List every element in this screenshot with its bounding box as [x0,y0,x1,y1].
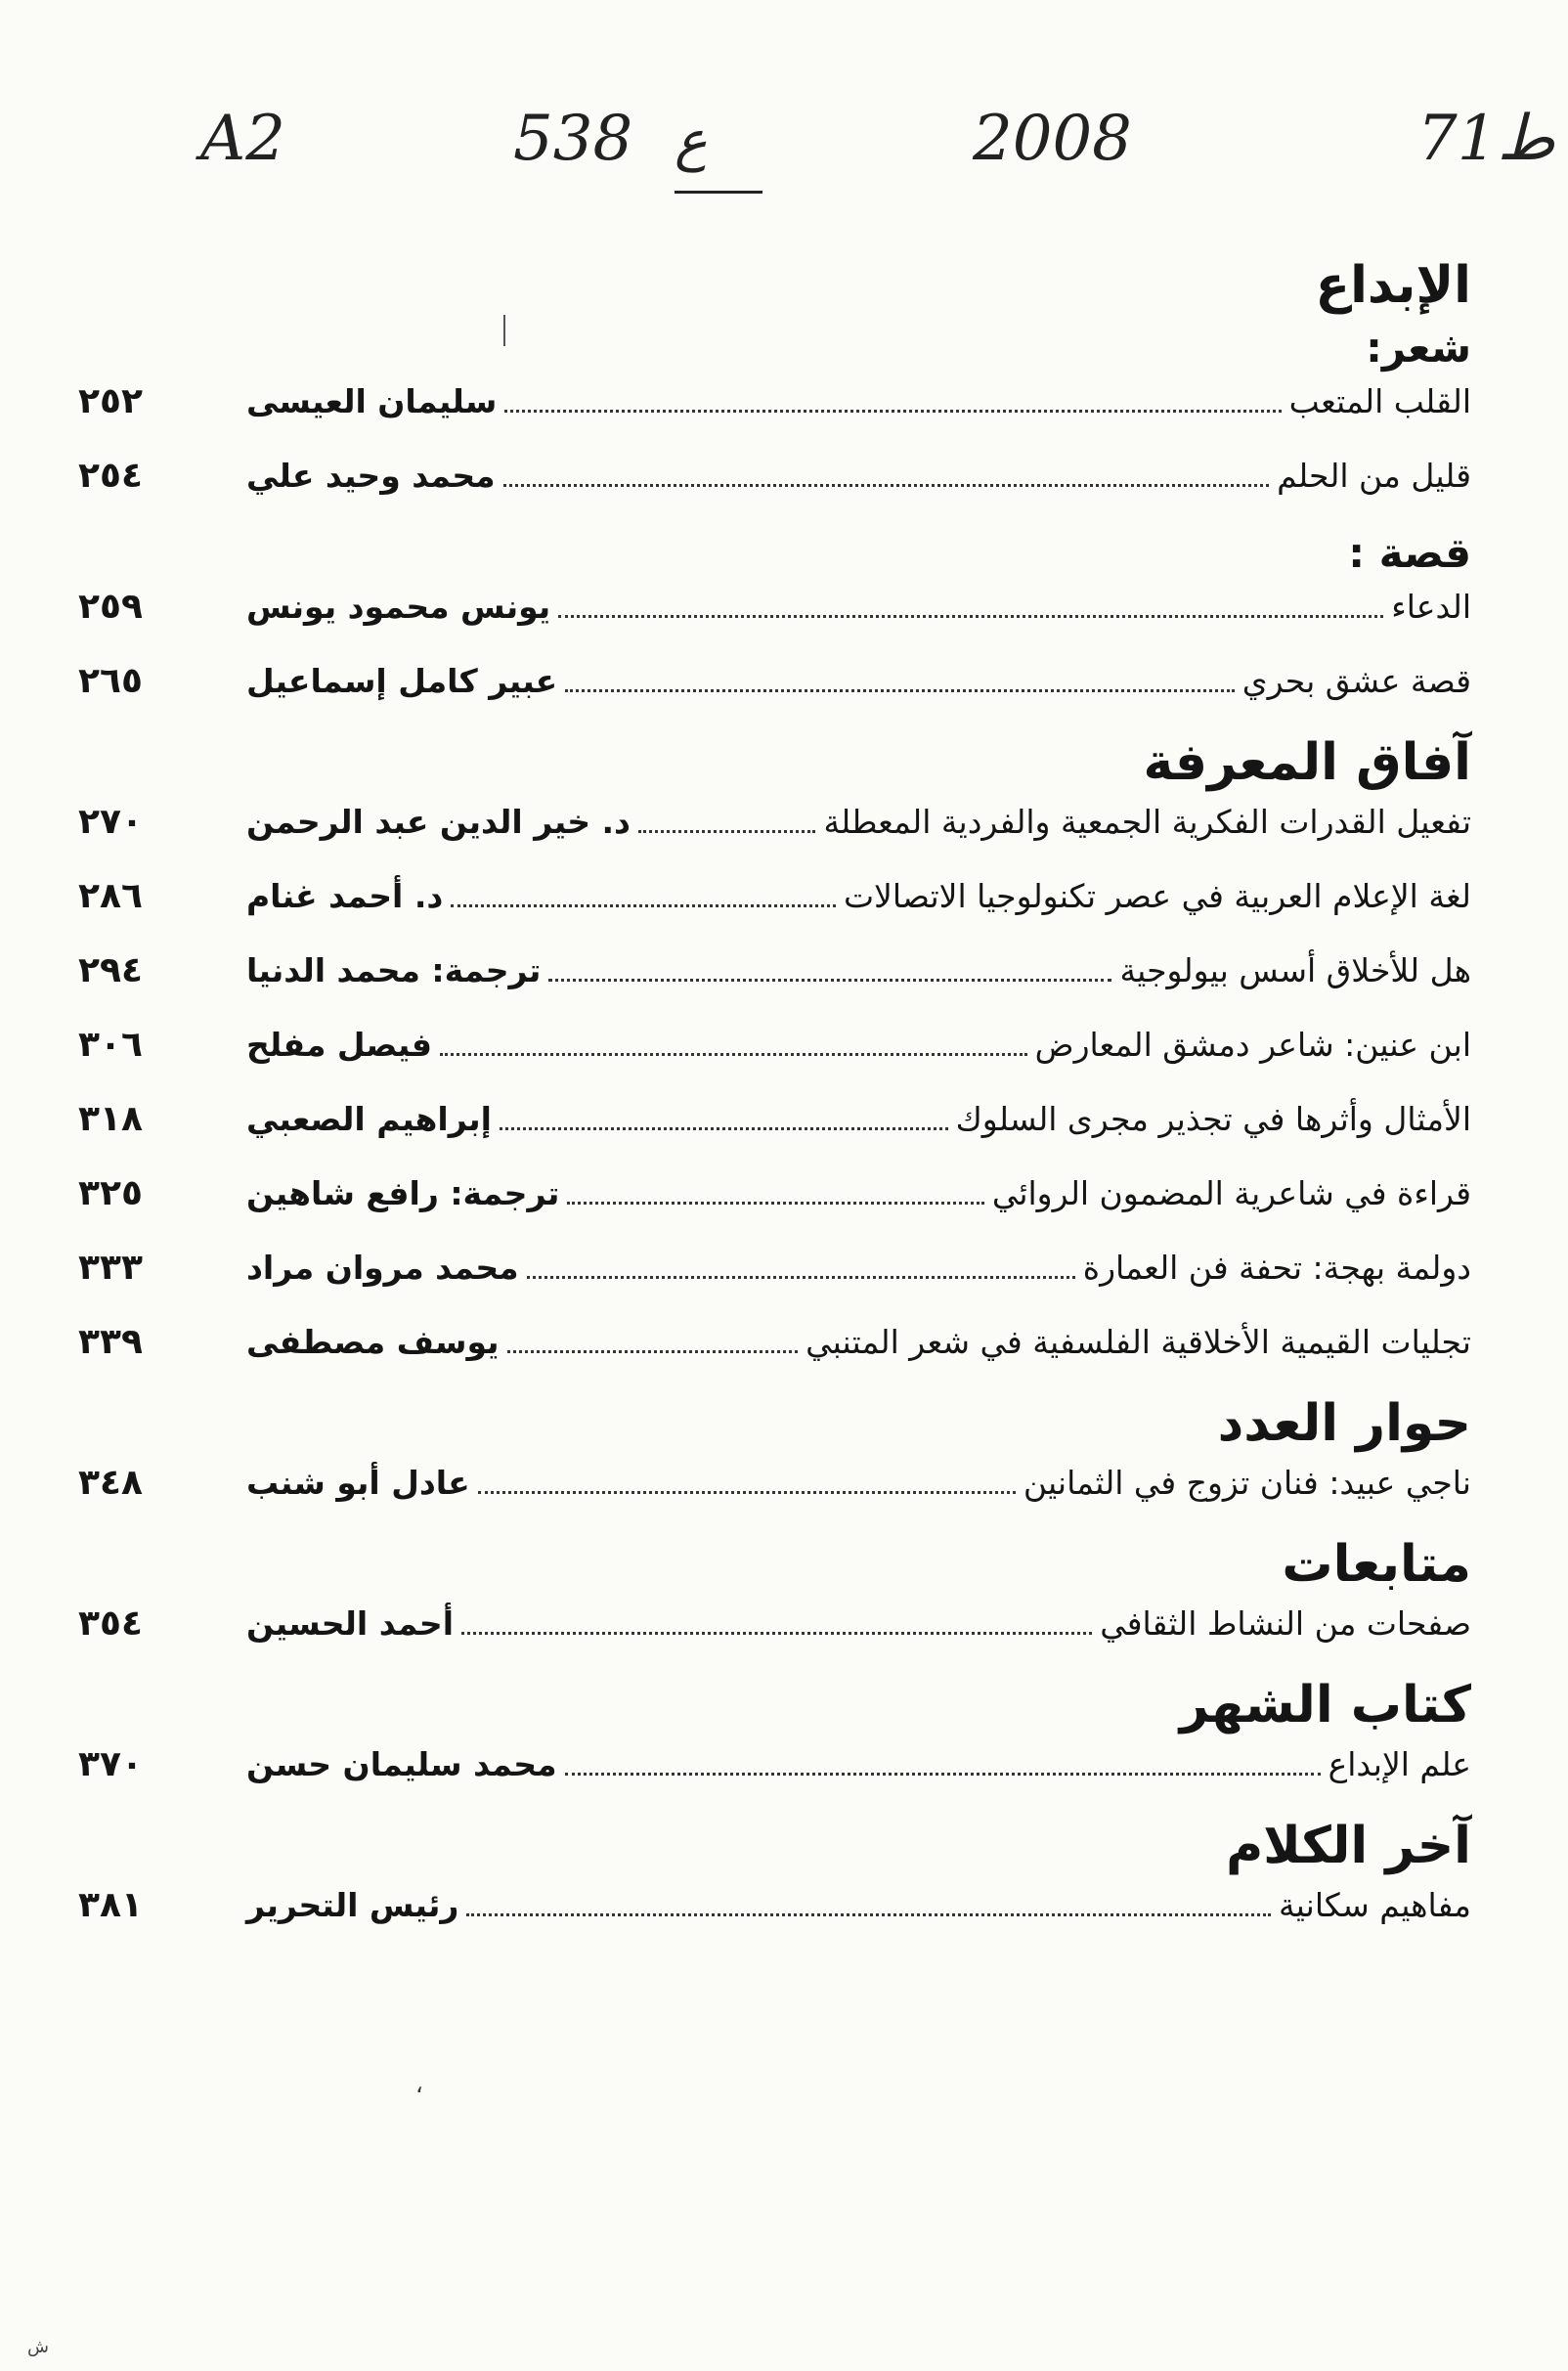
toc-entry [59,1885,1471,1942]
leader-dots [638,818,815,833]
section-heading: الإبداع [1315,256,1471,315]
entry-author: ترجمة: محمد الدنيا [246,951,542,989]
leader-dots [451,893,836,907]
scan-speck-corner: ﺵ [27,2337,49,2357]
entry-title: الأمثال وأثرها في تجذير مجرى السلوك [955,1100,1471,1138]
section-heading: متابعات [1282,1535,1471,1594]
entry-page-number: ٣٢٥ [78,1173,143,1213]
handwritten-underline [675,191,762,194]
section-heading: حوار العدد [1217,1394,1471,1453]
entry-page-number: ٢٥٩ [78,587,143,627]
entry-title: دولمة بهجة: تحفة فن العمارة [1082,1249,1471,1287]
leader-dots [558,603,1383,618]
entry-author: عادل أبو شنب [246,1464,470,1502]
entry-page-number: ٣٣٩ [78,1322,143,1362]
entry-page-number: ٣٥٤ [78,1603,143,1644]
subsection-heading: شعر: [1366,324,1471,372]
toc-entry [59,1744,1471,1801]
entry-title: علم الإبداع [1328,1745,1471,1783]
leader-dots [567,1190,983,1205]
toc-entry [59,587,1471,643]
leader-dots [565,678,1235,692]
handwritten-note-c: ع [675,110,708,173]
leader-dots [478,1479,1016,1494]
entry-page-number: ٣٨١ [78,1885,143,1925]
entry-title: هل للأخلاق أسس بيولوجية [1119,951,1471,989]
entry-author: يوسف مصطفى [246,1323,500,1361]
entry-author: عبير كامل إسماعيل [246,662,558,700]
handwritten-note-e: 7ط1 [1417,103,1555,175]
leader-dots [527,1264,1075,1279]
entry-author: ترجمة: رافع شاهين [246,1174,560,1212]
entry-page-number: ٢٥٢ [78,381,143,421]
toc-entry [59,1099,1471,1156]
handwritten-note-d: 2008 [973,103,1132,175]
entry-title: القلب المتعب [1288,382,1471,420]
scan-speck: ، [415,2071,423,2098]
entry-author: محمد وحيد علي [246,457,496,495]
leader-dots [500,1116,948,1130]
entry-author: محمد سليمان حسن [246,1745,557,1783]
leader-dots [461,1620,1092,1635]
leader-dots [466,1902,1271,1916]
entry-title: ناجي عبيد: فنان تزوج في الثمانين [1023,1464,1471,1502]
entry-title: قصة عشق بحري [1241,662,1471,700]
entry-page-number: ٢٦٥ [78,661,143,701]
subsection-heading: قصة : [1348,529,1471,577]
entry-author: رئيس التحرير [246,1886,459,1924]
table-of-contents [59,244,1471,1959]
entry-title: تفعيل القدرات الفكرية الجمعية والفردية المعطلة [823,803,1471,841]
entry-title: الدعاء [1391,588,1471,626]
entry-author: يونس محمود يونس [246,588,551,626]
entry-author: سليمان العيسى [246,382,498,420]
entry-page-number: ٣٤٨ [78,1463,143,1503]
toc-entry [59,1248,1471,1304]
toc-entry [59,950,1471,1007]
entry-page-number: ٣٠٦ [78,1025,143,1065]
entry-author: محمد مروان مراد [246,1249,519,1287]
section-heading: آخر الكلام [1226,1817,1471,1875]
entry-author: د. أحمد غنام [246,877,444,915]
entry-page-number: ٣١٨ [78,1099,143,1139]
entry-page-number: ٢٨٦ [78,876,143,916]
entry-author: أحمد الحسين [246,1604,455,1643]
entry-title: لغة الإعلام العربية في عصر تكنولوجيا الاتصالات [843,877,1471,915]
toc-entry [59,1603,1471,1660]
leader-dots [503,472,1270,487]
toc-entry [59,381,1471,438]
toc-entry [59,802,1471,858]
entry-title: تجليات القيمية الأخلاقية الفلسفية في شعر المتنبي [806,1323,1471,1361]
leader-dots [440,1041,1027,1056]
section-heading: كتاب الشهر [1179,1676,1471,1734]
toc-entry [59,1463,1471,1519]
leader-dots [507,1339,799,1353]
entry-author: إبراهيم الصعبي [246,1100,492,1138]
toc-entry [59,1322,1471,1379]
entry-page-number: ٢٩٤ [78,950,143,990]
handwritten-note-b: 538 [513,103,633,175]
entry-page-number: ٢٧٠ [78,802,143,842]
entry-title: ابن عنين: شاعر دمشق المعارض [1034,1026,1471,1064]
entry-title: صفحات من النشاط الثقافي [1100,1604,1471,1643]
entry-page-number: ٣٧٠ [78,1744,143,1784]
entry-author: د. خير الدين عبد الرحمن [246,803,631,841]
toc-entry [59,876,1471,933]
entry-title: مفاهيم سكانية [1278,1886,1471,1924]
handwritten-note-a: A2 [200,103,285,175]
toc-entry [59,661,1471,718]
toc-entry [59,456,1471,512]
leader-dots [504,398,1281,413]
toc-entry [59,1025,1471,1081]
entry-title: قراءة في شاعرية المضمون الروائي [991,1174,1471,1212]
leader-dots [565,1761,1321,1776]
toc-entry [59,1173,1471,1230]
entry-page-number: ٣٣٣ [78,1248,143,1288]
entry-author: فيصل مفلح [246,1026,432,1064]
entry-title: قليل من الحلم [1277,457,1471,495]
leader-dots [548,967,1111,982]
section-heading: آفاق المعرفة [1143,733,1471,792]
entry-page-number: ٢٥٤ [78,456,143,496]
